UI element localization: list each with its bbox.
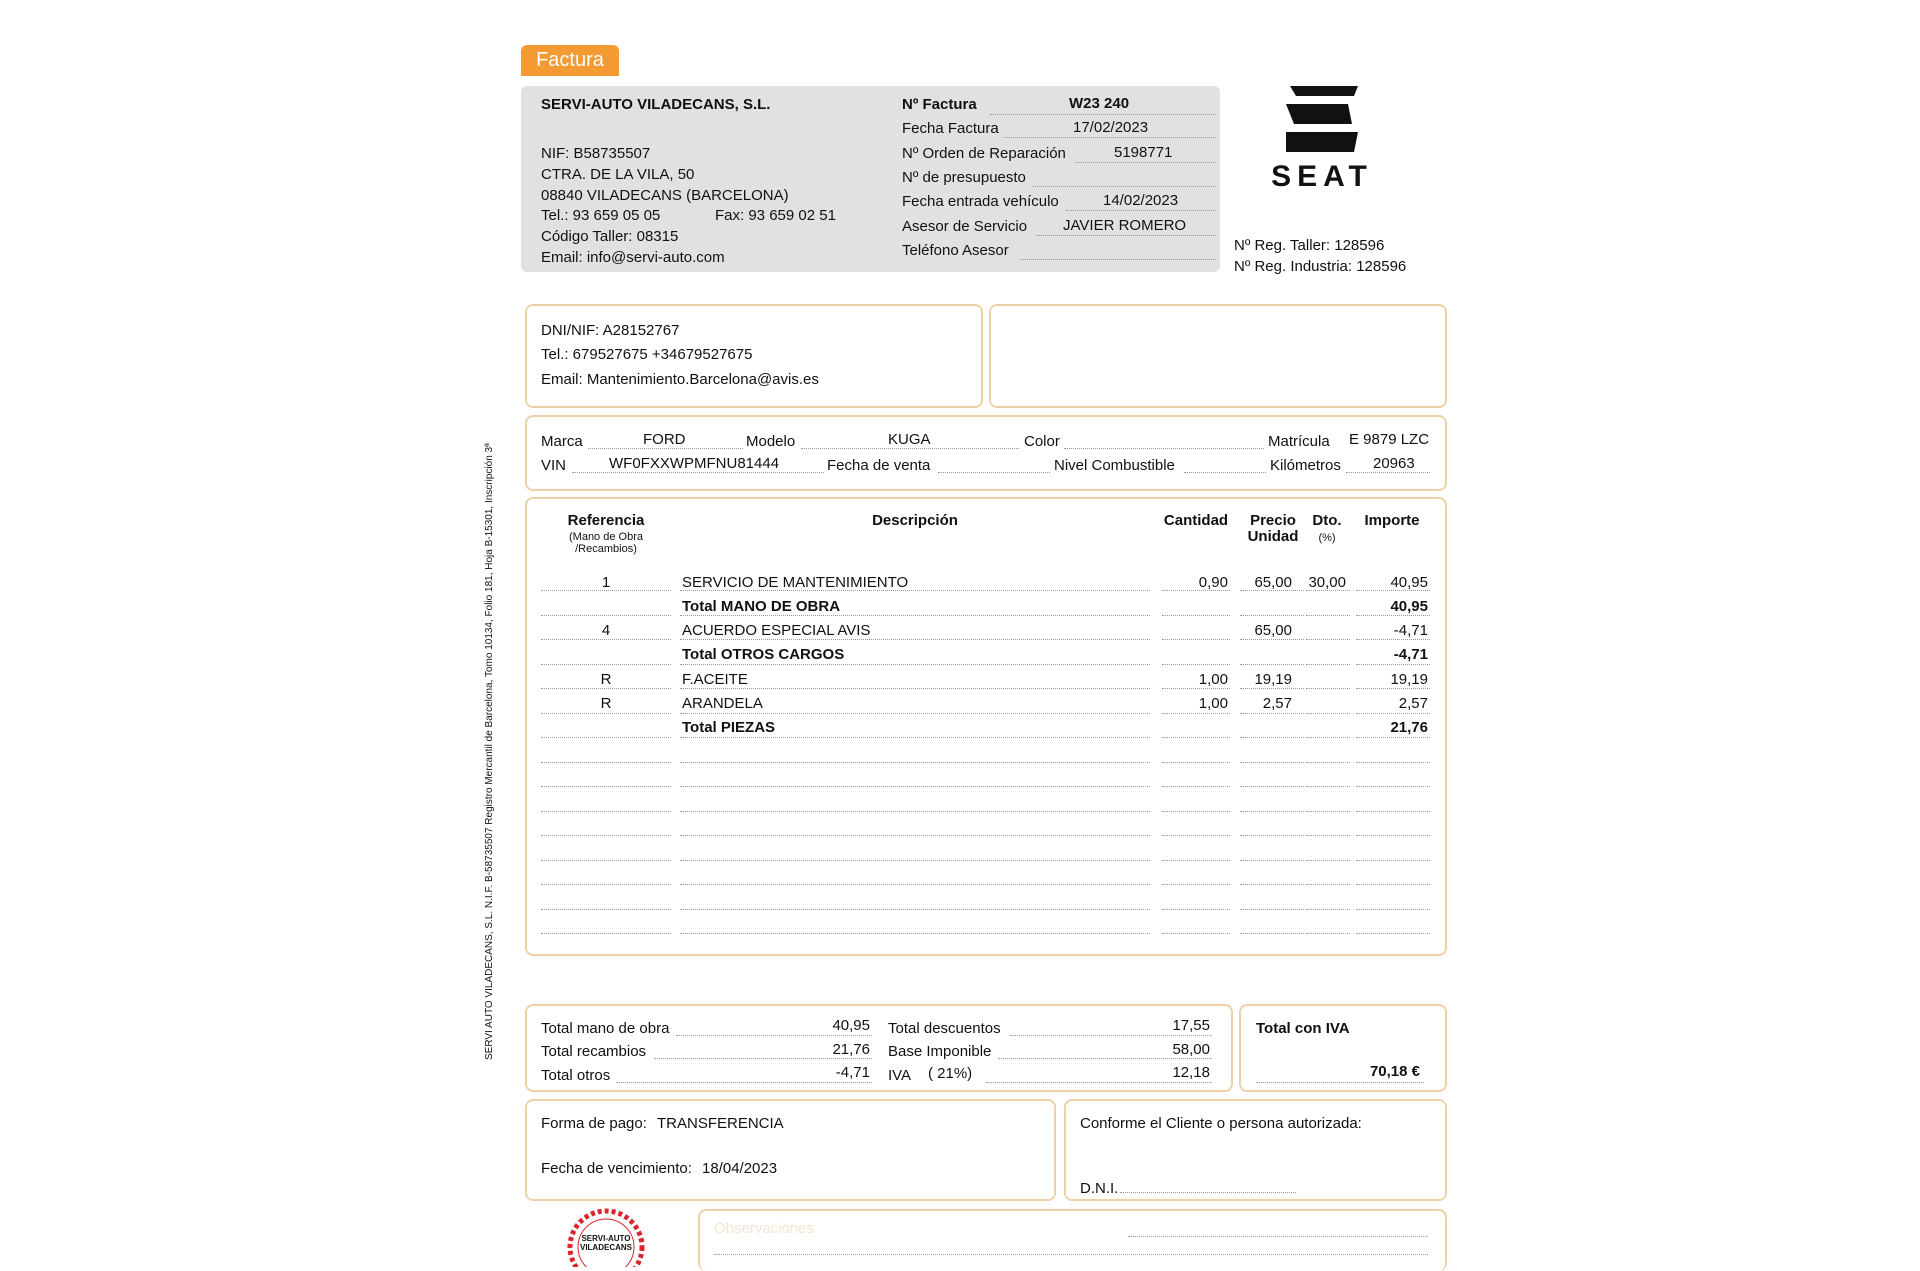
table-rule — [1240, 909, 1304, 910]
side-legal-text: SERVI AUTO VILADECANS, S.L. N.I.F. B-58735507 Registro Mercantil de Barcelona, Tomo 10134, Folio 181, Hoja B-15301, Inscripción 3ª — [484, 443, 495, 1060]
vencimiento: 18/04/2023 — [702, 1160, 778, 1177]
table-rule — [680, 737, 1150, 738]
col-referencia: Referencia — [567, 512, 645, 529]
meta-value: W23 240 — [1069, 95, 1130, 112]
vin-value: WF0FXXWPMFNU81444 — [609, 455, 780, 472]
row-desc: Total MANO DE OBRA — [682, 598, 841, 615]
col-cantidad: Cantidad — [1163, 512, 1229, 529]
total-mano-obra-label: Total mano de obra — [541, 1020, 670, 1037]
company-name: SERVI-AUTO VILADECANS, S.L. — [541, 96, 771, 113]
table-rule — [680, 615, 1150, 616]
table-rule — [1356, 860, 1430, 861]
table-rule — [1356, 884, 1430, 885]
company-address1: CTRA. DE LA VILA, 50 — [541, 166, 695, 183]
company-address2: 08840 VILADECANS (BARCELONA) — [541, 187, 789, 204]
table-rule — [680, 933, 1150, 934]
table-rule — [1240, 762, 1304, 763]
reg-taller: Nº Reg. Taller: 128596 — [1234, 237, 1385, 254]
table-rule — [1356, 786, 1430, 787]
table-rule — [680, 884, 1150, 885]
table-rule — [1240, 713, 1304, 714]
total-descuentos: 17,55 — [1172, 1017, 1210, 1034]
table-rule — [1306, 884, 1350, 885]
table-rule — [680, 590, 1150, 591]
iva-amount: 12,18 — [1172, 1064, 1210, 1081]
row-importe: 40,95 — [1390, 574, 1428, 591]
row-dto: 30,00 — [1308, 574, 1346, 591]
row-importe: -4,71 — [1393, 646, 1428, 663]
table-rule — [1162, 762, 1230, 763]
row-ref: 4 — [601, 622, 611, 639]
total-con-iva-label: Total con IVA — [1256, 1020, 1350, 1037]
table-rule — [680, 909, 1150, 910]
table-rule — [1162, 664, 1230, 665]
table-rule — [1306, 860, 1350, 861]
iva-label: IVA — [888, 1067, 912, 1084]
table-rule — [1356, 590, 1430, 591]
combustible-label: Nivel Combustible — [1054, 457, 1175, 474]
row-desc: ARANDELA — [682, 695, 763, 712]
col-dto-sub: (%) — [1318, 532, 1336, 544]
total-descuentos-label: Total descuentos — [888, 1020, 1001, 1037]
table-rule — [1356, 762, 1430, 763]
fecha-venta-label: Fecha de venta — [827, 457, 931, 474]
table-rule — [1240, 811, 1304, 812]
matricula-value: E 9879 LZC — [1349, 431, 1430, 448]
row-importe: 21,76 — [1390, 719, 1428, 736]
table-rule — [541, 762, 671, 763]
table-rule — [1162, 590, 1230, 591]
meta-label: Nº Factura — [902, 96, 977, 113]
meta-value: 14/02/2023 — [1103, 192, 1179, 209]
meta-value: 17/02/2023 — [1073, 119, 1149, 136]
table-rule — [1240, 884, 1304, 885]
total-otros: -4,71 — [835, 1064, 870, 1081]
modelo-value: KUGA — [888, 431, 931, 448]
row-desc: F.ACEITE — [682, 671, 748, 688]
base-imponible: 58,00 — [1172, 1041, 1210, 1058]
col-importe: Importe — [1364, 512, 1420, 529]
row-desc: Total OTROS CARGOS — [682, 646, 845, 663]
iva-pct: ( 21%) — [928, 1065, 973, 1082]
km-label: Kilómetros — [1270, 457, 1341, 474]
col-descripcion: Descripción — [872, 512, 958, 529]
table-rule — [680, 860, 1150, 861]
table-rule — [1356, 835, 1430, 836]
table-rule — [1356, 688, 1430, 689]
meta-value: JAVIER ROMERO — [1063, 217, 1187, 234]
table-rule — [680, 639, 1150, 640]
table-rule — [541, 884, 671, 885]
table-rule — [1162, 737, 1230, 738]
table-rule — [1162, 688, 1230, 689]
table-rule — [1162, 835, 1230, 836]
modelo-label: Modelo — [746, 433, 796, 450]
meta-label: Asesor de Servicio — [902, 218, 1028, 235]
table-rule — [1356, 713, 1430, 714]
table-rule — [1356, 615, 1430, 616]
observaciones-box — [698, 1209, 1447, 1271]
table-rule — [1306, 737, 1350, 738]
meta-value: 5198771 — [1114, 144, 1173, 161]
table-rule — [541, 909, 671, 910]
reg-industria: Nº Reg. Industria: 128596 — [1234, 258, 1407, 275]
row-importe: 2,57 — [1398, 695, 1428, 712]
row-price: 65,00 — [1254, 574, 1292, 591]
row-ref: R — [600, 695, 612, 712]
table-rule — [680, 786, 1150, 787]
total-mano-obra: 40,95 — [832, 1017, 870, 1034]
table-rule — [541, 835, 671, 836]
seat-logo-icon — [1274, 82, 1370, 160]
table-rule — [1162, 713, 1230, 714]
table-rule — [1162, 909, 1230, 910]
row-importe: 40,95 — [1390, 598, 1428, 615]
table-rule — [1162, 933, 1230, 934]
seal-line: VILADECANS — [579, 1243, 632, 1252]
km-value: 20963 — [1373, 455, 1415, 472]
customer-email: Email: Mantenimiento.Barcelona@avis.es — [541, 371, 819, 388]
table-rule — [1306, 762, 1350, 763]
company-fax: Fax: 93 659 02 51 — [715, 207, 836, 224]
table-rule — [1356, 909, 1430, 910]
table-rule — [1240, 639, 1304, 640]
matricula-label: Matrícula — [1268, 433, 1330, 450]
row-importe: 19,19 — [1390, 671, 1428, 688]
vencimiento-label: Fecha de vencimiento: — [541, 1160, 692, 1177]
row-ref: 1 — [601, 574, 611, 591]
company-tel: Tel.: 93 659 05 05 — [541, 207, 661, 224]
customer-tel: Tel.: 679527675 +34679527675 — [541, 346, 753, 363]
table-rule — [541, 664, 671, 665]
row-desc: ACUERDO ESPECIAL AVIS — [682, 622, 871, 639]
table-rule — [1240, 933, 1304, 934]
row-qty: 1,00 — [1198, 671, 1228, 688]
table-rule — [1162, 639, 1230, 640]
table-rule — [1306, 615, 1350, 616]
company-email: Email: info@servi-auto.com — [541, 249, 725, 266]
total-con-iva: 70,18 € — [1369, 1063, 1420, 1080]
row-importe: -4,71 — [1393, 622, 1428, 639]
table-rule — [541, 639, 671, 640]
conforme-text: Conforme el Cliente o persona autorizada: — [1080, 1115, 1362, 1132]
table-rule — [541, 860, 671, 861]
table-rule — [1306, 786, 1350, 787]
table-rule — [1306, 713, 1350, 714]
table-rule — [541, 737, 671, 738]
table-rule — [1306, 835, 1350, 836]
table-rule — [1356, 664, 1430, 665]
table-rule — [541, 786, 671, 787]
row-price: 65,00 — [1254, 622, 1292, 639]
col-precio: Precio — [1250, 512, 1296, 529]
marca-value: FORD — [643, 431, 686, 448]
table-rule — [541, 811, 671, 812]
table-rule — [1240, 688, 1304, 689]
table-rule — [1356, 933, 1430, 934]
table-rule — [1162, 860, 1230, 861]
table-rule — [1162, 811, 1230, 812]
table-rule — [1306, 664, 1350, 665]
table-rule — [1240, 590, 1304, 591]
col-dto: Dto. — [1312, 512, 1342, 529]
seal-line: SERVI-AUTO — [581, 1234, 631, 1243]
invoice-tab: Factura — [521, 45, 619, 76]
customer-dni: DNI/NIF: A28152767 — [541, 322, 680, 339]
table-rule — [1306, 590, 1350, 591]
table-rule — [541, 933, 671, 934]
vin-label: VIN — [541, 457, 567, 474]
vehicle-box — [525, 415, 1447, 491]
seat-wordmark: SEAT — [1271, 160, 1373, 193]
table-rule — [680, 713, 1150, 714]
row-qty: 1,00 — [1198, 695, 1228, 712]
table-rule — [541, 688, 671, 689]
row-desc: Total PIEZAS — [682, 719, 776, 736]
table-rule — [1162, 615, 1230, 616]
table-rule — [680, 835, 1150, 836]
table-rule — [1306, 933, 1350, 934]
col-referencia-sub2: /Recambios) — [575, 543, 637, 555]
table-rule — [680, 688, 1150, 689]
row-price: 19,19 — [1254, 671, 1292, 688]
table-rule — [680, 762, 1150, 763]
meta-label: Teléfono Asesor — [902, 242, 1009, 259]
col-referencia-sub1: (Mano de Obra — [569, 531, 643, 543]
table-rule — [1240, 786, 1304, 787]
table-rule — [1240, 664, 1304, 665]
table-rule — [1162, 884, 1230, 885]
dni-label: D.N.I. — [1080, 1180, 1119, 1197]
total-recambios-label: Total recambios — [541, 1043, 647, 1060]
row-price: 2,57 — [1262, 695, 1292, 712]
marca-label: Marca — [541, 433, 583, 450]
table-rule — [1240, 615, 1304, 616]
meta-label: Nº de presupuesto — [902, 169, 1026, 186]
table-rule — [541, 713, 671, 714]
table-rule — [1306, 811, 1350, 812]
meta-label: Fecha Factura — [902, 120, 999, 137]
table-rule — [1240, 737, 1304, 738]
table-rule — [1240, 835, 1304, 836]
table-rule — [680, 664, 1150, 665]
table-rule — [680, 811, 1150, 812]
meta-label: Fecha entrada vehículo — [902, 193, 1059, 210]
row-qty: 0,90 — [1198, 574, 1228, 591]
seal-text — [566, 1234, 646, 1252]
company-codigo-taller: Código Taller: 08315 — [541, 228, 679, 245]
company-nif: NIF: B58735507 — [541, 145, 651, 162]
base-imponible-label: Base Imponible — [888, 1043, 992, 1060]
forma-pago-label: Forma de pago: — [541, 1115, 647, 1132]
table-rule — [1356, 639, 1430, 640]
table-rule — [1306, 639, 1350, 640]
meta-label: Nº Orden de Reparación — [902, 145, 1066, 162]
table-rule — [1356, 811, 1430, 812]
row-ref: R — [600, 671, 612, 688]
table-rule — [1356, 737, 1430, 738]
total-recambios: 21,76 — [832, 1041, 870, 1058]
table-rule — [1306, 688, 1350, 689]
row-desc: SERVICIO DE MANTENIMIENTO — [682, 574, 909, 591]
col-precio-2: Unidad — [1247, 528, 1299, 545]
table-rule — [1306, 909, 1350, 910]
forma-pago: TRANSFERENCIA — [657, 1115, 784, 1132]
table-rule — [1240, 860, 1304, 861]
table-rule — [541, 615, 671, 616]
table-rule — [1162, 786, 1230, 787]
color-label: Color — [1024, 433, 1060, 450]
items-box — [525, 497, 1447, 956]
observaciones-label: Observaciones — [714, 1220, 815, 1237]
table-rule — [541, 590, 671, 591]
customer-address-box — [989, 304, 1447, 408]
total-otros-label: Total otros — [541, 1067, 611, 1084]
